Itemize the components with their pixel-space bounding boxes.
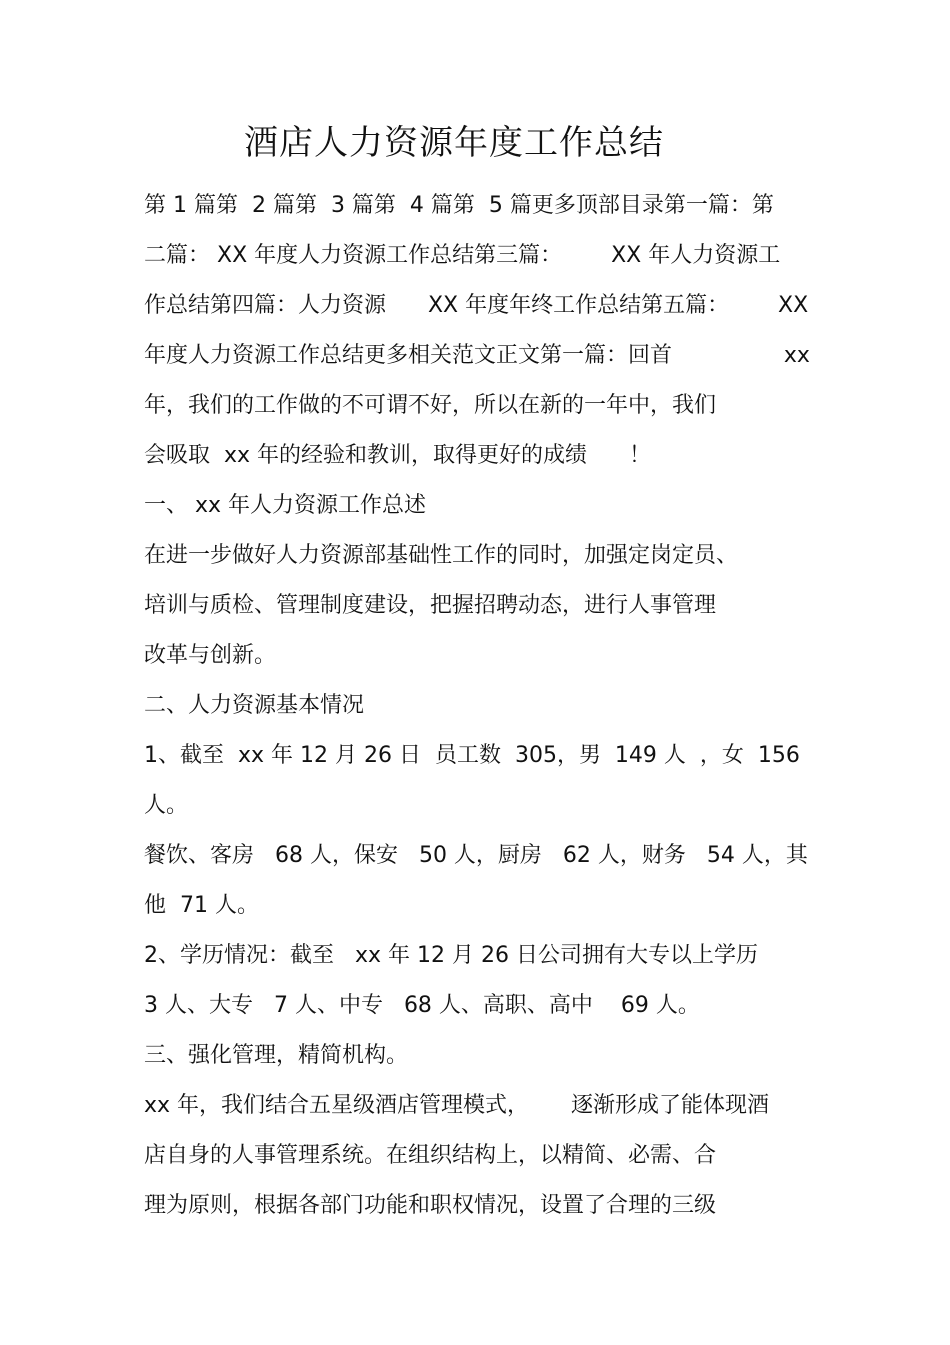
- body-line-15: 他 71 人。: [144, 893, 259, 918]
- body-line-4: 年度人力资源工作总结更多相关范文正文第一篇：回首 xx: [144, 343, 810, 368]
- body-line-19: xx 年，我们结合五星级酒店管理模式， 逐渐形成了能体现酒: [144, 1093, 769, 1118]
- body-line-17: 3 人、大专 7 人、中专 68 人、高职、高中 69 人。: [144, 993, 700, 1018]
- body-line-9: 培训与质检、管理制度建设，把握招聘动态，进行人事管理: [144, 593, 717, 618]
- body-line-1: 第 1 篇第 2 篇第 3 篇第 4 篇第 5 篇更多顶部目录第一篇：第: [144, 193, 774, 218]
- body-line-16: 2、学历情况：截至 xx 年 12 月 26 日公司拥有大专以上学历: [144, 943, 758, 968]
- body-line-10: 改革与创新。: [144, 643, 277, 668]
- body-line-6: 会吸取 xx 年的经验和教训，取得更好的成绩 ！: [144, 443, 651, 468]
- body-line-21: 理为原则，根据各部门功能和职权情况，设置了合理的三级: [144, 1193, 717, 1218]
- body-line-13: 人。: [144, 793, 189, 818]
- body-line-8: 在进一步做好人力资源部基础性工作的同时，加强定岗定员、: [144, 543, 739, 568]
- body-line-12: 1、截至 xx 年 12 月 26 日 员工数 305，男 149 人 ，女 156: [144, 743, 800, 768]
- body-line-3: 作总结第四篇：人力资源 XX 年度年终工作总结第五篇： XX: [144, 293, 809, 318]
- document-title: 酒店人力资源年度工作总结: [244, 123, 664, 163]
- body-line-2: 二篇： XX 年度人力资源工作总结第三篇： XX 年人力资源工: [144, 243, 781, 268]
- section-heading-2: 二、人力资源基本情况: [144, 693, 365, 718]
- body-line-5: 年，我们的工作做的不可谓不好，所以在新的一年中，我们: [144, 393, 717, 418]
- body-line-20: 店自身的人事管理系统。在组织结构上，以精简、必需、合: [144, 1143, 717, 1168]
- section-heading-1: 一、 xx 年人力资源工作总述: [144, 493, 427, 518]
- section-heading-3: 三、强化管理，精简机构。: [144, 1043, 409, 1068]
- body-line-14: 餐饮、客房 68 人，保安 50 人，厨房 62 人，财务 54 人，其: [144, 843, 808, 868]
